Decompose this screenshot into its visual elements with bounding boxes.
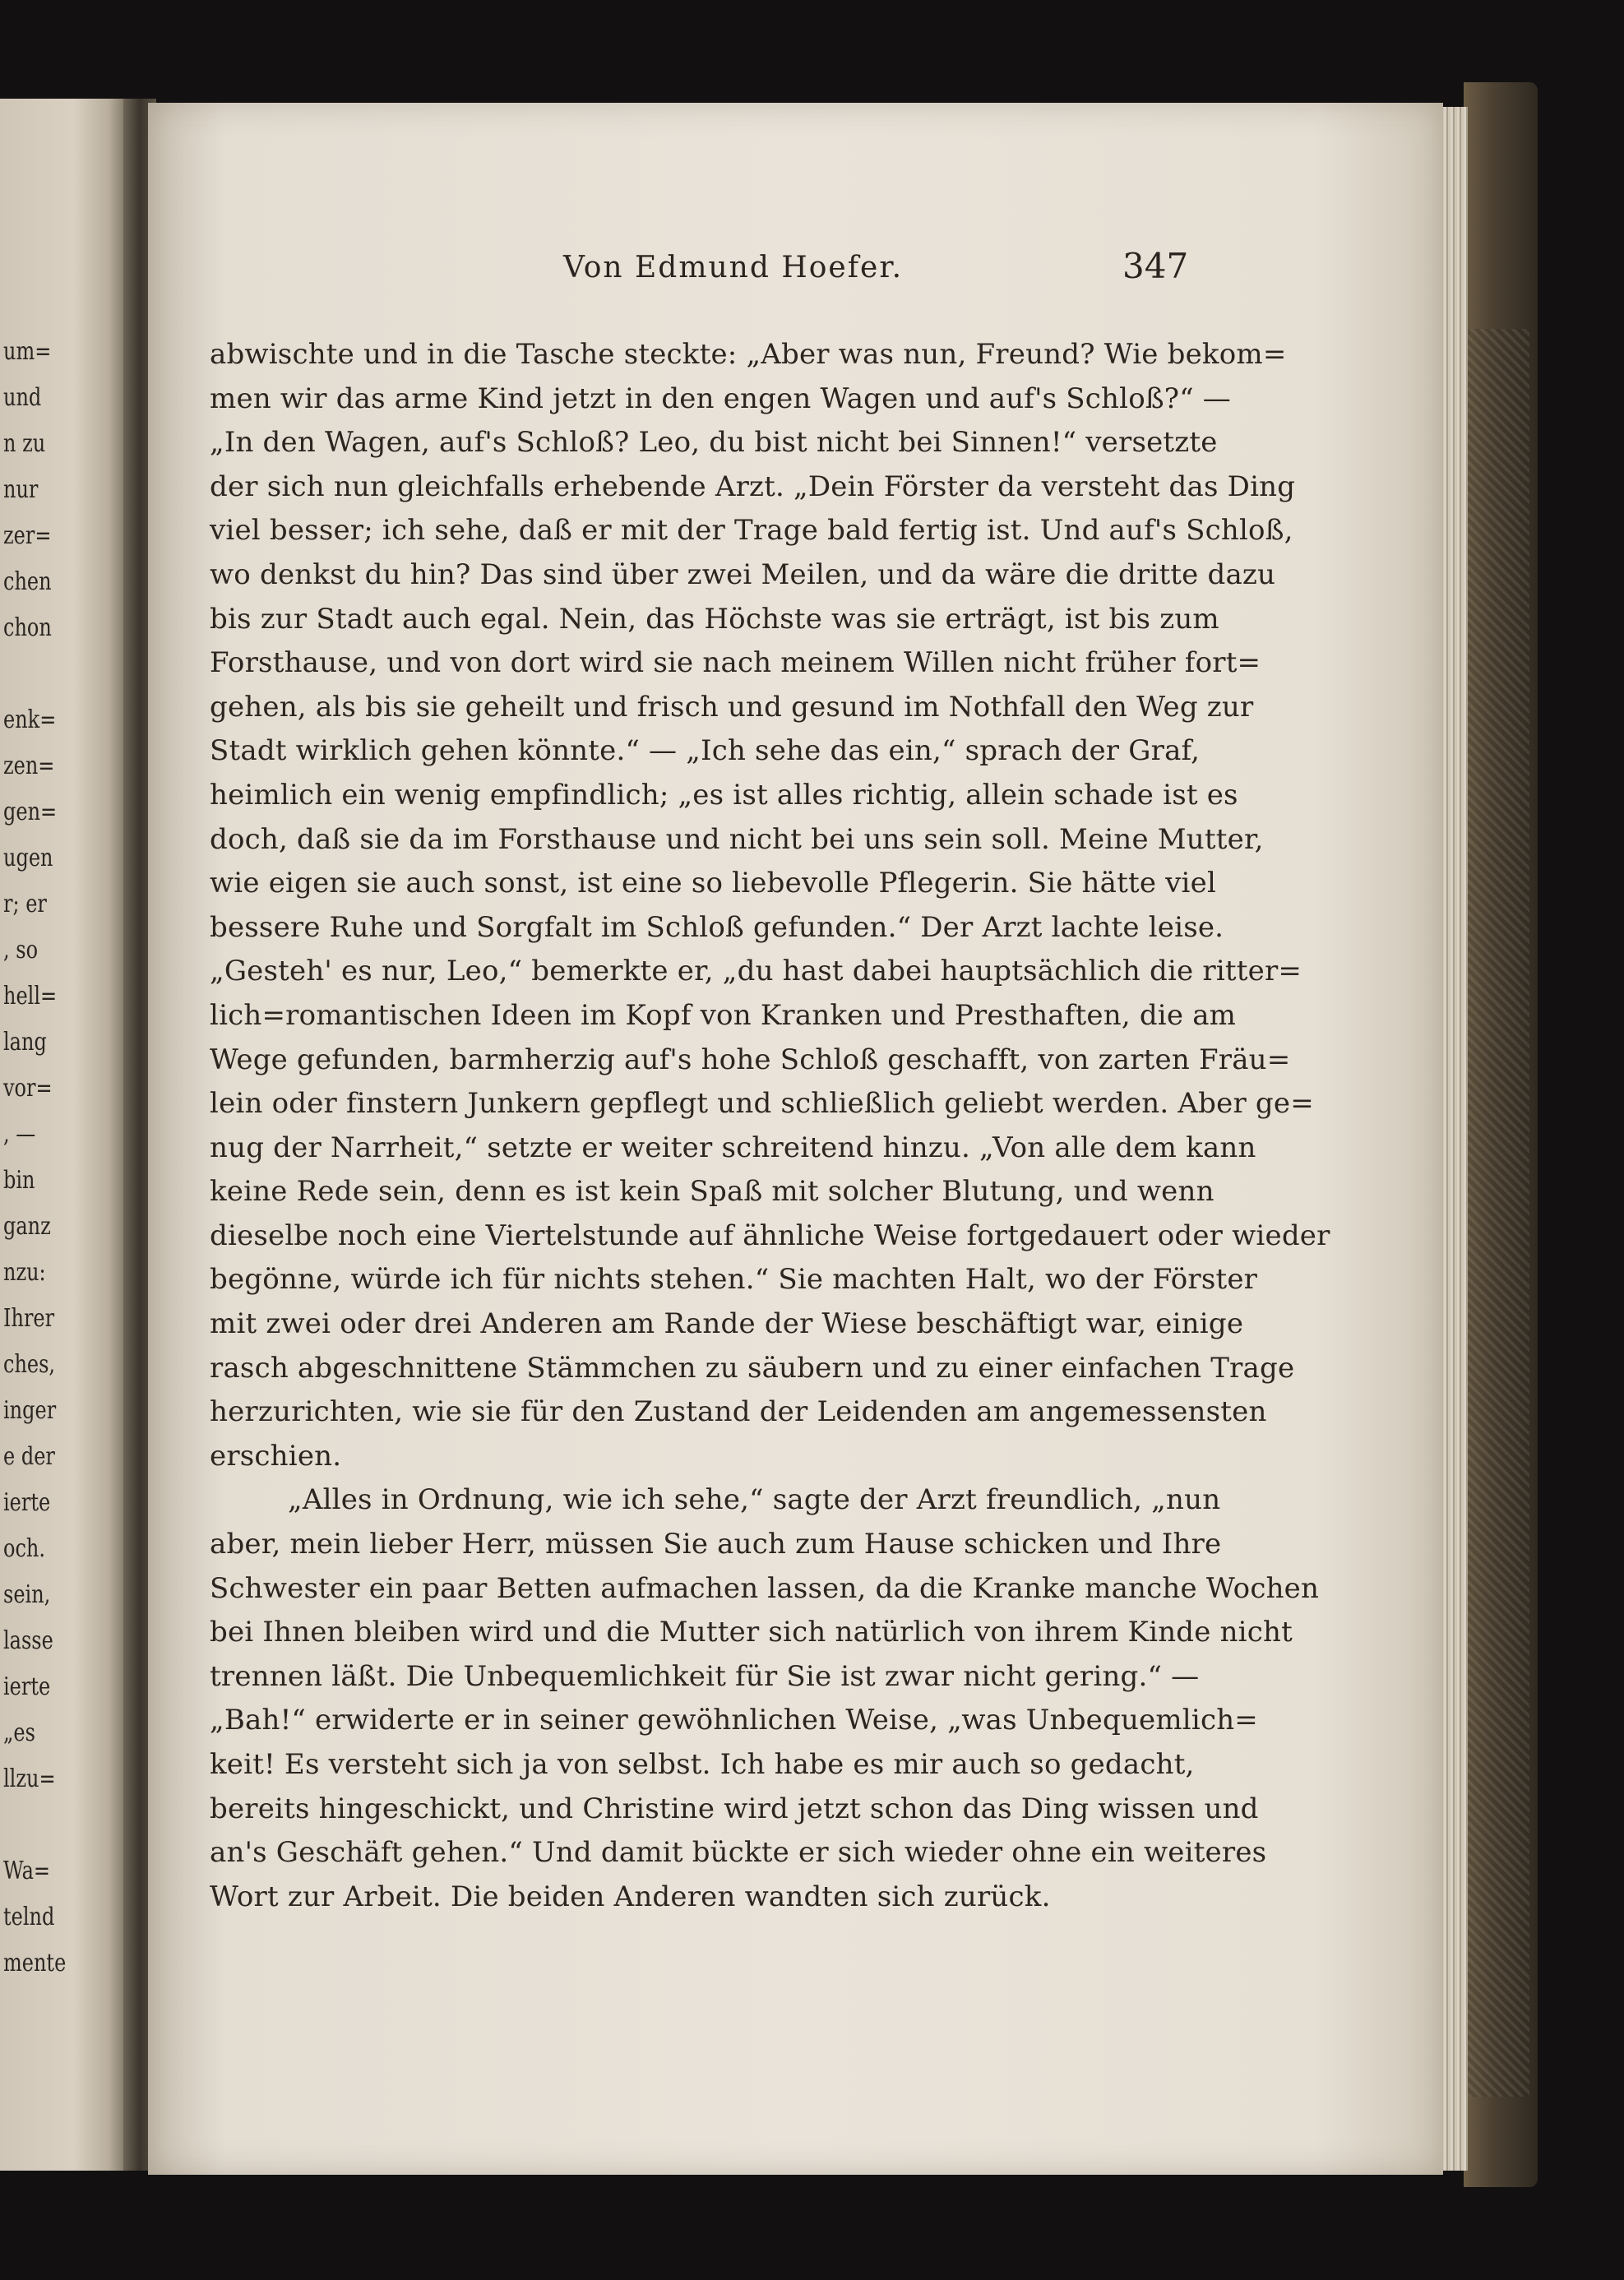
text-line: der sich nun gleichfalls erhebende Arzt. „Dein Förster da versteht das Ding [210, 469, 1296, 503]
body-text [210, 333, 1330, 1919]
text-line: Wege gefunden, barmherzig auf's hohe Schloß geschafft, von zarten Fräu= [210, 1043, 1291, 1076]
text-line: herzurichten, wie sie für den Zustand der Leidenden am angemessensten [210, 1395, 1267, 1429]
left-fragment: nur [3, 475, 39, 504]
left-fragment: e der [3, 1442, 55, 1471]
text-line: doch, daß sie da im Forsthause und nicht bei uns sein soll. Meine Mutter, [210, 822, 1264, 856]
text-line: rasch abgeschnittene Stämmchen zu säubern und zu einer einfachen Trage [210, 1351, 1295, 1385]
left-fragment: zer= [3, 521, 52, 550]
text-line: bessere Ruhe und Sorgfalt im Schloß gefunden.“ Der Arzt lachte leise. [210, 910, 1224, 944]
left-fragment: hell= [3, 982, 58, 1011]
text-line: Wort zur Arbeit. Die beiden Anderen wandten sich zurück. [210, 1880, 1051, 1913]
left-fragment: r; er [3, 890, 47, 918]
left-fragment: , — [3, 1120, 36, 1149]
left-fragment: gen= [3, 798, 58, 826]
left-fragment: nzu: [3, 1258, 46, 1287]
left-fragment: llzu= [3, 1764, 56, 1793]
text-line: heimlich ein wenig empfindlich; „es ist alles richtig, allein schade ist es [210, 778, 1238, 812]
text-line: viel besser; ich sehe, daß er mit der Trage bald fertig ist. Und auf's Schloß, [210, 514, 1293, 548]
text-line: Stadt wirklich gehen könnte.“ — „Ich sehe das ein,“ sprach der Graf, [210, 734, 1201, 768]
text-line: „Alles in Ordnung, wie ich sehe,“ sagte der Arzt freundlich, „nun [288, 1483, 1221, 1517]
left-fragment: Wa= [3, 1857, 50, 1885]
left-fragment: „es [3, 1718, 35, 1747]
left-facing-page [0, 99, 123, 2171]
text-line: an's Geschäft gehen.“ Und damit bückte er sich wieder ohne ein weiteres [210, 1836, 1267, 1870]
text-line: dieselbe noch eine Viertelstunde auf ähnliche Weise fortgedauert oder wieder [210, 1219, 1330, 1252]
text-line: begönne, würde ich für nichts stehen.“ Sie machten Halt, wo der Förster [210, 1263, 1258, 1297]
left-fragment: enk= [3, 705, 57, 734]
text-line: trennen läßt. Die Unbequemlichkeit für Sie ist zwar nicht gering.“ — [210, 1659, 1200, 1693]
left-fragment: ganz [3, 1212, 51, 1241]
page-number: 347 [1122, 246, 1189, 286]
text-line: „In den Wagen, auf's Schloß? Leo, du bist nicht bei Sinnen!“ versetzte [210, 426, 1218, 460]
text-line: Schwester ein paar Betten aufmachen lassen, da die Kranke manche Wochen [210, 1571, 1320, 1605]
text-line: Forsthause, und von dort wird sie nach meinem Willen nicht früher fort= [210, 646, 1261, 680]
cover-texture [1468, 329, 1529, 2097]
text-line: keine Rede sein, denn es ist kein Spaß mit solcher Blutung, und wenn [210, 1175, 1215, 1209]
left-fragment: lasse [3, 1626, 53, 1655]
text-line: „Gesteh' es nur, Leo,“ bemerkte er, „du hast dabei hauptsächlich die ritter= [210, 955, 1302, 988]
text-line: lich=romantischen Ideen im Kopf von Kranken und Presthaften, die am [210, 998, 1237, 1032]
left-fragment: , so [3, 936, 39, 964]
left-fragment: vor= [3, 1074, 53, 1103]
left-fragment: ches, [3, 1350, 56, 1379]
left-fragment: inger [3, 1396, 57, 1425]
left-fragment: chon [3, 613, 52, 642]
text-line: wo denkst du hin? Das sind über zwei Meilen, und da wäre die dritte dazu [210, 557, 1276, 591]
text-line: aber, mein lieber Herr, müssen Sie auch zum Hause schicken und Ihre [210, 1528, 1222, 1561]
left-fragment: lang [3, 1028, 47, 1057]
text-line: nug der Narrheit,“ setzte er weiter schreitend hinzu. „Von alle dem kann [210, 1131, 1256, 1164]
running-head [148, 246, 1443, 300]
text-line: erschien. [210, 1439, 342, 1473]
left-fragment: ierte [3, 1488, 51, 1517]
left-fragment: zen= [3, 752, 55, 780]
text-line: wie eigen sie auch sonst, ist eine so liebevolle Pflegerin. Sie hätte viel [210, 867, 1217, 900]
left-fragment: um= [3, 337, 52, 366]
text-line: lein oder finstern Junkern gepflegt und schließlich geliebt werden. Aber ge= [210, 1087, 1314, 1121]
text-line: keit! Es versteht sich ja von selbst. Ich habe es mir auch so gedacht, [210, 1748, 1195, 1781]
text-line: bereits hingeschickt, und Christine wird jetzt schon das Ding wissen und [210, 1792, 1259, 1825]
text-line: bis zur Stadt auch egal. Nein, das Höchste was sie erträgt, ist bis zum [210, 602, 1219, 636]
text-line: bei Ihnen bleiben wird und die Mutter sich natürlich von ihrem Kinde nicht [210, 1616, 1293, 1649]
text-line: men wir das arme Kind jetzt in den engen Wagen und auf's Schloß?“ — [210, 382, 1231, 415]
left-fragment: chen [3, 567, 52, 596]
text-line: abwischte und in die Tasche steckte: „Aber was nun, Freund? Wie bekom= [210, 338, 1287, 371]
left-fragment: och. [3, 1534, 45, 1563]
text-line: mit zwei oder drei Anderen am Rande der Wiese beschäftigt war, einige [210, 1307, 1244, 1341]
text-line: „Bah!“ erwiderte er in seiner gewöhnlichen Weise, „was Unbequemlich= [210, 1704, 1258, 1737]
running-head-title: Von Edmund Hoefer. [563, 251, 904, 284]
left-fragment: ierte [3, 1672, 51, 1701]
left-fragment: n zu [3, 429, 46, 458]
left-fragment: sein, [3, 1580, 51, 1609]
text-line: gehen, als bis sie geheilt und frisch und gesund im Nothfall den Weg zur [210, 690, 1254, 724]
left-fragment: bin [3, 1166, 35, 1195]
left-fragment: und [3, 383, 42, 412]
left-fragment: Ihrer [3, 1304, 55, 1333]
left-fragment: ugen [3, 844, 53, 872]
left-fragment: mente [3, 1949, 67, 1977]
left-fragment: telnd [3, 1903, 55, 1931]
